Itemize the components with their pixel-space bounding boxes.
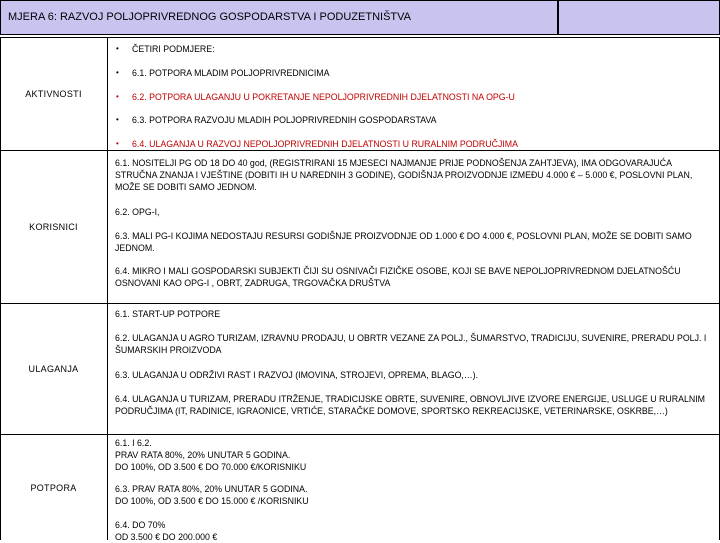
label-ulaganja: ULAGANJA [0, 304, 108, 434]
text-line: DO 100%, OD 3.500 € DO 15.000 € /KORISNIKU [115, 496, 309, 506]
list-item: 6.4. ULAGANJA U RAZVOJ NEPOLJOPRIVREDNIH DJELATNOSTI U RURALNIM PODRUČJIMA [132, 139, 518, 149]
bullet: • [116, 44, 119, 53]
text-line: PRAV RATA 80%, 20% UNUTAR 5 GODINA. [115, 450, 291, 460]
bullet: • [116, 92, 119, 101]
text-line: OD 3.500 € DO 200.000 € [115, 532, 218, 542]
potpora-block [115, 519, 714, 543]
text-line: 6.3. PRAV RATA 80%, 20% UNUTAR 5 GODINA. [115, 484, 308, 494]
bullet: • [116, 139, 119, 148]
content-ulaganja [108, 304, 720, 434]
list-item: ČETIRI PODMJERE: [132, 44, 215, 54]
header-title-cell [0, 0, 558, 35]
content-korisnici [108, 151, 720, 303]
paragraph: 6.3. ULAGANJA U ODRŽIVI RAST I RAZVOJ (IMOVINA, STROJEVI, OPREMA, BLAGO,…). [115, 370, 479, 380]
list-item: 6.2. POTPORA ULAGANJU U POKRETANJE NEPOLJOPRIVREDNIH DJELATNOSTI NA OPG-U [132, 92, 515, 102]
bullet: • [116, 115, 119, 124]
header-empty-cell [558, 0, 720, 35]
label-aktivnosti: AKTIVNOSTI [0, 38, 108, 150]
text-line: 6.4. DO 70% [115, 520, 166, 530]
paragraph: 6.1. NOSITELJI PG OD 18 DO 40 god, (REGISTRIRANI 15 MJESECI NAJMANJE PRIJE PODNOŠENJA ZAHTJEVA), IMA ODGOVARAJUĆA STRUČNA ZNANJA I VJEŠTINE (DOBITI IH U NAREDNIH 3 GODINE), GODIŠNJA PROIZVODNJE IZMEĐU 4.000 € – 5.000 €, POSLOVNI PLAN, MOŽE SE DOBITI SAMO JEDNOM. [115, 158, 693, 192]
paragraph: 6.1. START-UP POTPORE [115, 309, 221, 319]
paragraph: 6.2. ULAGANJA U AGRO TURIZAM, IZRAVNU PRODAJU, U OBRTR VEZANE ZA POLJ., ŠUMARSTVO, TRADICIJU, SUVENIRE, PRERADU POLJ. I ŠUMARSKIH PROIZVODA [115, 333, 707, 355]
paragraph: 6.4. MIKRO I MALI GOSPODARSKI SUBJEKTI ČIJI SU OSNIVAČI FIZIČKE OSOBE, KOJI SE BAVE NEPOLJOPRIVREDNOM DJELATNOŠĆU OSNOVANI KAO OPG-I , OBRT, ZADRUGA, TRGOVAČKA DRUŠTVA [115, 266, 681, 288]
potpora-block [115, 483, 714, 507]
row-korisnici [0, 150, 720, 303]
paragraph: 6.3. MALI PG-I KOJIMA NEDOSTAJU RESURSI GODIŠNJE PROIZVODNJE OD 1.000 € DO 4.000 €, POSLOVNI PLAN, MOŽE SE DOBITI SAMO JEDNOM. [115, 231, 692, 253]
text-line: DO 100%, OD 3.500 € DO 70.000 €/KORISNIKU [115, 462, 307, 472]
paragraph: 6.2. OPG-I, [115, 207, 160, 217]
text-line: 6.1. I 6.2. [115, 438, 152, 448]
label-potpora: POTPORA [0, 435, 108, 540]
label-korisnici: KORISNICI [0, 151, 108, 303]
header [0, 0, 720, 37]
row-aktivnosti [0, 37, 720, 150]
content-potpora [108, 435, 720, 540]
page-title: MJERA 6: RAZVOJ POLJOPRIVREDNOG GOSPODARSTVA I PODUZETNIŠTVA [8, 11, 411, 23]
bullet: • [116, 68, 119, 77]
paragraph: 6.4. ULAGANJA U TURIZAM, PRERADU ITRŽENJE, TRADICIJSKE OBRTE, SUVENIRE, OBNOVLJIVE IZVORE ENERGIJE, USLUGE U RURALNIM PODRUČJIMA (IT, RADINICE, IGRAONICE, VRTIĆE, STARAČKE DOMOVE, SPORTSKO REKREACIJSKE, VETERINARSKE, OSKRBE,…) [115, 394, 705, 416]
list-item: 6.3. POTPORA RAZVOJU MLADIH POLJOPRIVREDNIH GOSPODARSTAVA [132, 115, 437, 125]
potpora-block [115, 437, 714, 473]
list-item: 6.1. POTPORA MLADIM POLJOPRIVREDNICIMA [132, 68, 330, 78]
content-aktivnosti [108, 38, 720, 150]
row-ulaganja [0, 303, 720, 434]
row-potpora [0, 434, 720, 540]
